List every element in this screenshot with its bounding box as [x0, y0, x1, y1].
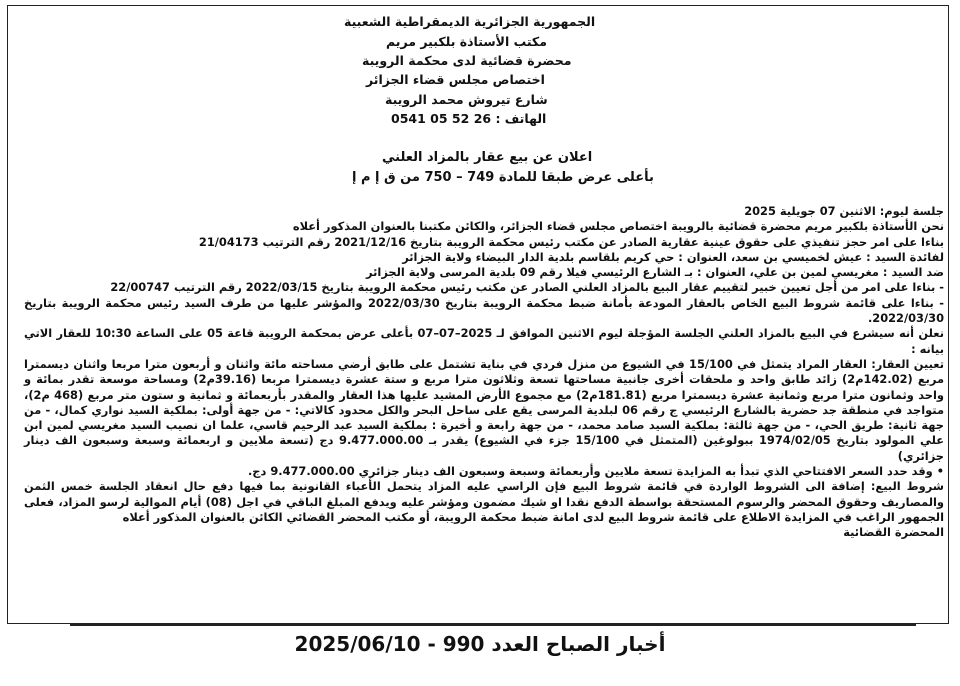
debtor: ضد السيد : مغريسي لمين بن علي، العنوان : بـ الشارع الرئيسي فيلا رقم 09 بلدية المرسى ولاية الجزائر [366, 265, 944, 280]
bailiff-intro: نحن الأستاذة بلكبير مريم محضرة قضائية بالرويبة اختصاص مجلس قضاء الجزائر، والكائن مكتبنا بالعنوان المذكور أعلاه [292, 219, 944, 234]
newspaper-footer: أخبار الصباح العدد 990 - 2025/06/10 [294, 632, 666, 656]
header-court: محضرة قضائية لدى محكمة الرويبة [362, 53, 572, 68]
notice-title: اعلان عن بيع عقار بالمزاد العلني [382, 150, 593, 165]
header-address: شارع تيروش محمد الرويبة [385, 92, 548, 107]
session-date: جلسة ليوم: الاثنين 07 جويلية 2025 [744, 204, 944, 218]
header-office: مكتب الأستاذة بلكبير مريم [386, 34, 547, 49]
notice-subtitle: بأعلى عرض طبقا للمادة 749 – 750 من ق إ م إ [352, 170, 654, 185]
notice-body [24, 204, 944, 541]
signature-label: المحضرة القضائية [843, 525, 944, 540]
header-phone: الهاتف : 26 52 05 0541 [391, 111, 547, 126]
footer-divider [70, 624, 916, 626]
sale-conditions: شروط البيع: إضافة الى الشروط الواردة في قائمة شروط البيع فإن الراسي عليه المزاد يتحمل الأعباء القانونية بما فيها دفع حال انعقاد الجلسة خمس الثمن والمصاريف وحقوق المحضر والرسوم المستحقة بواسطة الدفع نقدا او شيك مضمون ومؤشر عليه ويدفع المبلغ الباقي في اجل (08) أيام الموالية لرسو المزاد، فعلى الجمهور الراغب في المزايدة الاطلاع على قائمة شروط البيع لدى امانة ضبط محكمة الرويبة، أو مكتب المحضر القضائي الكائن بالعنوان المذكور أعلاه [24, 479, 944, 524]
expert-order: - بناءا على امر من أجل تعيين خبير لتقييم عقار البيع بالمزاد العلني الصادر عن مكتب رئيس محكمة الرويبة بتاريخ 2022/03/15 رقم الترتيب 22/00747 [110, 280, 944, 295]
header-country: الجمهورية الجزائرية الديمقراطية الشعبية [344, 14, 596, 29]
conditions-list: - بناءا على قائمة شروط البيع الخاص بالعقار المودعة بأمانة ضبط محكمة الرويبة بتاريخ 2022/03/30 والمؤشر عليها من طرف السيد رئيس محكمة الرويبة بتاريخ 2022/03/30. [24, 295, 944, 326]
header-jurisdiction: اختصاص مجلس قضاء الجزائر [366, 72, 545, 87]
beneficiary: لفائدة السيد : عيش لخميسي بن سعد، العنوان : حي كريم بلقاسم بلدية الدار البيضاء ولاية الجزائر [402, 249, 944, 264]
seizure-order: بناءا على امر حجز تنفيذي على حقوق عينية عقارية الصادر عن مكتب رئيس محكمة الرويبة بتاريخ 2021/12/16 رقم الترتيب 21/04173 [198, 234, 944, 249]
auction-announcement: نعلن أنه سيشرع في البيع بالمزاد العلني الجلسة المؤجلة ليوم الاثنين الموافق لـ 2025–07–07 بأعلى عرض بمحكمة الرويبة قاعة 05 على الساعة 10:30 للعقار الاتي بيانه : [24, 326, 944, 356]
property-description: تعيين العقار: العقار المراد يتمثل في 15/100 في الشيوع من منزل فردي في بناية تشتمل على طابق أرضي مساحته مائة واثنان و أربعون مترا مربعا واثنان ديسمترا مربع (142.02م2) زائد طابق واحد و ملحقات أخرى جانبية مساحتها تسعة وثلاثون مترا مربع و ستة عشرة ديسمترا مربعا (39.16م2) ومساحة موسعة تقدر بمائة و واحد وثمانون مترا مربع وثمانية عشرة ديسمترا مربع (181.81م2) مع مجموع الأرض المشيد عليها هذا العقار والمقدر بأربعمائة و ثمانية و ستون متر مربع (468 م2)، متواجد في منطقة جد حضرية بالشارع الرئيسي ج رقم 06 لبلدية المرسى يقع على ساحل البحر والكل محدود كالاتي: - من جهة أولى: بملكية السيد نواري كمال، - من جهة ثانية: طريق الحي، - من جهة ثالثة: بملكية السيد صامد محمد، - من جهة رابعة و أخيرة : بملكية السيد عبد الرحيم قاسي، علما ان نصيب السيد مغريسي لمين ابن علي المولود بتاريخ 1974/02/05 ببولوغين (المتمثل في 15/100 جزء في الشيوع) يقدر بـ 9.477.000.00 دج (تسعة ملايين و اربعمائة وسبعة وسبعون الف دينار جزائري) [24, 356, 945, 463]
opening-price: • وقد حدد السعر الافتتاحي الذي تبدأ به المزايدة تسعة ملايين وأربعمائة وسبعة وسبعون الف دينار جزائري 9.477.000.00 دج. [247, 464, 944, 479]
